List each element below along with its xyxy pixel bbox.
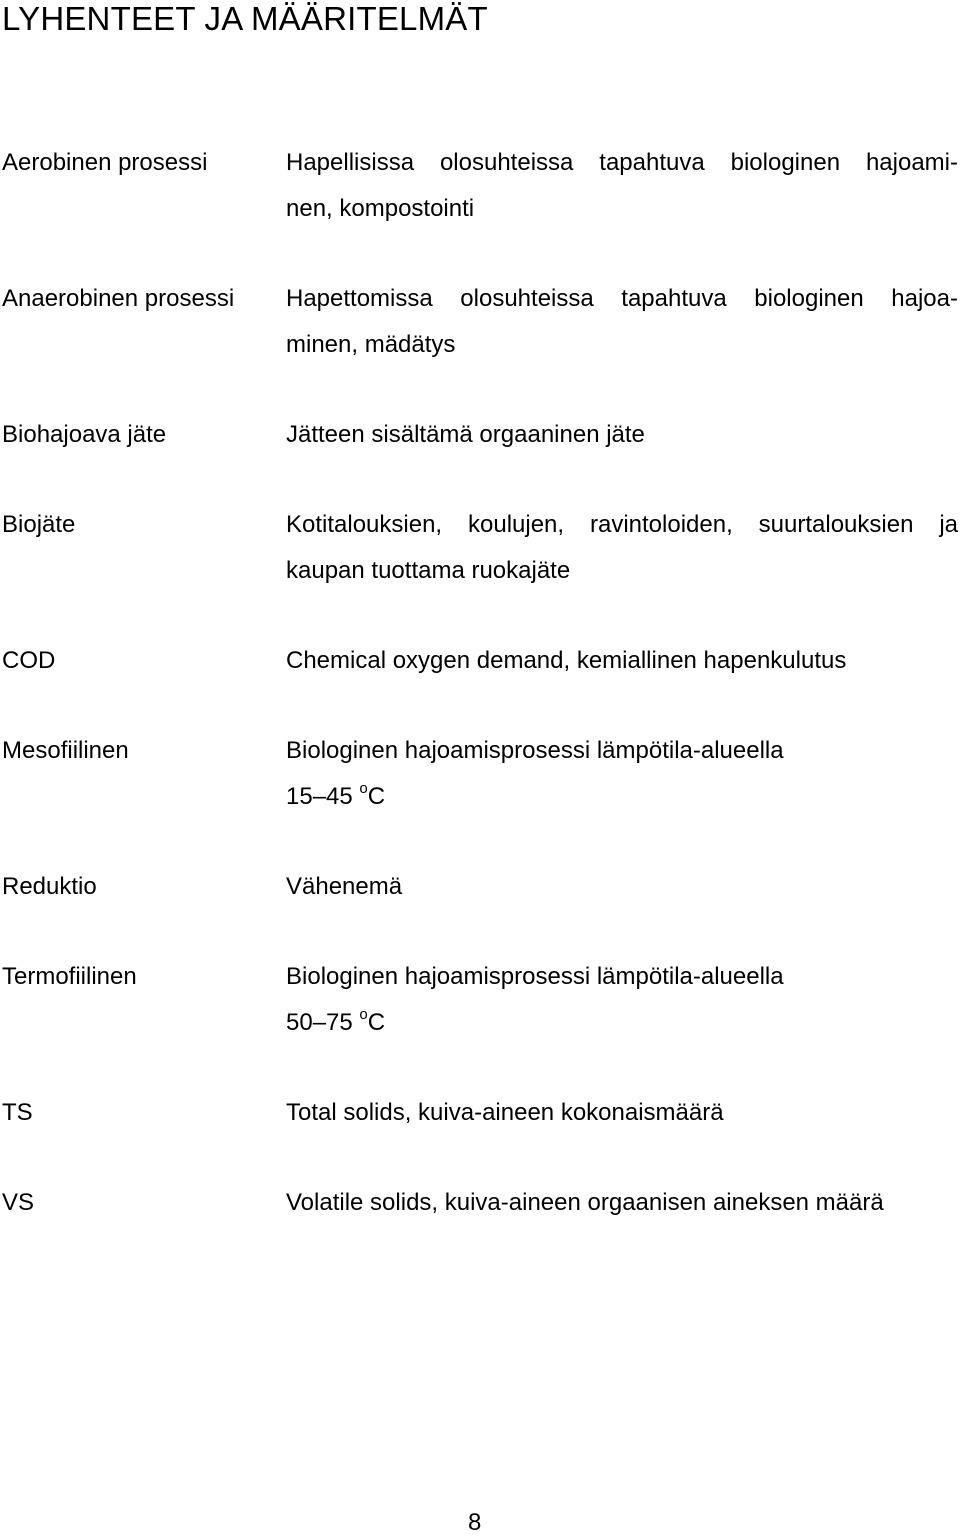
degree-symbol: o: [359, 1006, 368, 1023]
degree-symbol: o: [359, 780, 368, 797]
definition: [286, 954, 784, 1046]
term: Mesofiilinen: [2, 737, 129, 764]
temperature-unit: C: [367, 1009, 386, 1036]
definition: [286, 1090, 724, 1136]
definition-line: Jätteen sisältämä orgaaninen jäte: [286, 421, 645, 448]
definition-line: Hapellisissa olosuhteissa tapahtuva biologinen hajoami-: [286, 149, 958, 176]
term: Biojäte: [2, 511, 76, 538]
temperature-range: 50–75: [286, 1009, 353, 1036]
definition: [286, 864, 402, 910]
definition-line: Vähenemä: [286, 873, 403, 900]
definition-line: Hapettomissa olosuhteissa tapahtuva biologinen hajoa-: [286, 285, 958, 312]
definition: [286, 638, 846, 684]
page-title: LYHENTEET JA MÄÄRITELMÄT: [2, 0, 488, 37]
term: Biohajoava jäte: [2, 421, 167, 448]
definition-line: nen, kompostointi: [286, 195, 475, 222]
term: TS: [2, 1099, 33, 1126]
definition: [286, 412, 645, 458]
definition-line: Volatile solids, kuiva-aineen orgaanisen aineksen määrä: [286, 1189, 884, 1216]
definition-line: Kotitalouksien, koulujen, ravintoloiden, suurtalouksien ja: [286, 511, 958, 538]
term: Anaerobinen prosessi: [2, 285, 235, 312]
term: Reduktio: [2, 873, 97, 900]
definition-line: Biologinen hajoamisprosessi lämpötila-alueella: [286, 737, 784, 764]
term: Termofiilinen: [2, 963, 137, 990]
term: VS: [2, 1189, 35, 1216]
page-number: 8: [468, 1509, 482, 1536]
definition-line: Chemical oxygen demand, kemiallinen hapenkulutus: [286, 647, 847, 674]
definition: [286, 1180, 884, 1226]
definition-line: Total solids, kuiva-aineen kokonaismäärä: [286, 1099, 724, 1126]
term: Aerobinen prosessi: [2, 149, 208, 176]
definition-line: minen, mädätys: [286, 331, 456, 358]
definition: [286, 502, 958, 594]
temperature-unit: C: [367, 783, 386, 810]
definition: [286, 728, 784, 820]
definition-line: Biologinen hajoamisprosessi lämpötila-alueella: [286, 963, 784, 990]
temperature-range: 15–45: [286, 783, 353, 810]
definition: [286, 276, 958, 368]
definition: [286, 140, 958, 232]
term: COD: [2, 647, 56, 674]
definition-line: kaupan tuottama ruokajäte: [286, 557, 571, 584]
temperature-range-line: [286, 1000, 784, 1046]
temperature-range-line: [286, 774, 784, 820]
